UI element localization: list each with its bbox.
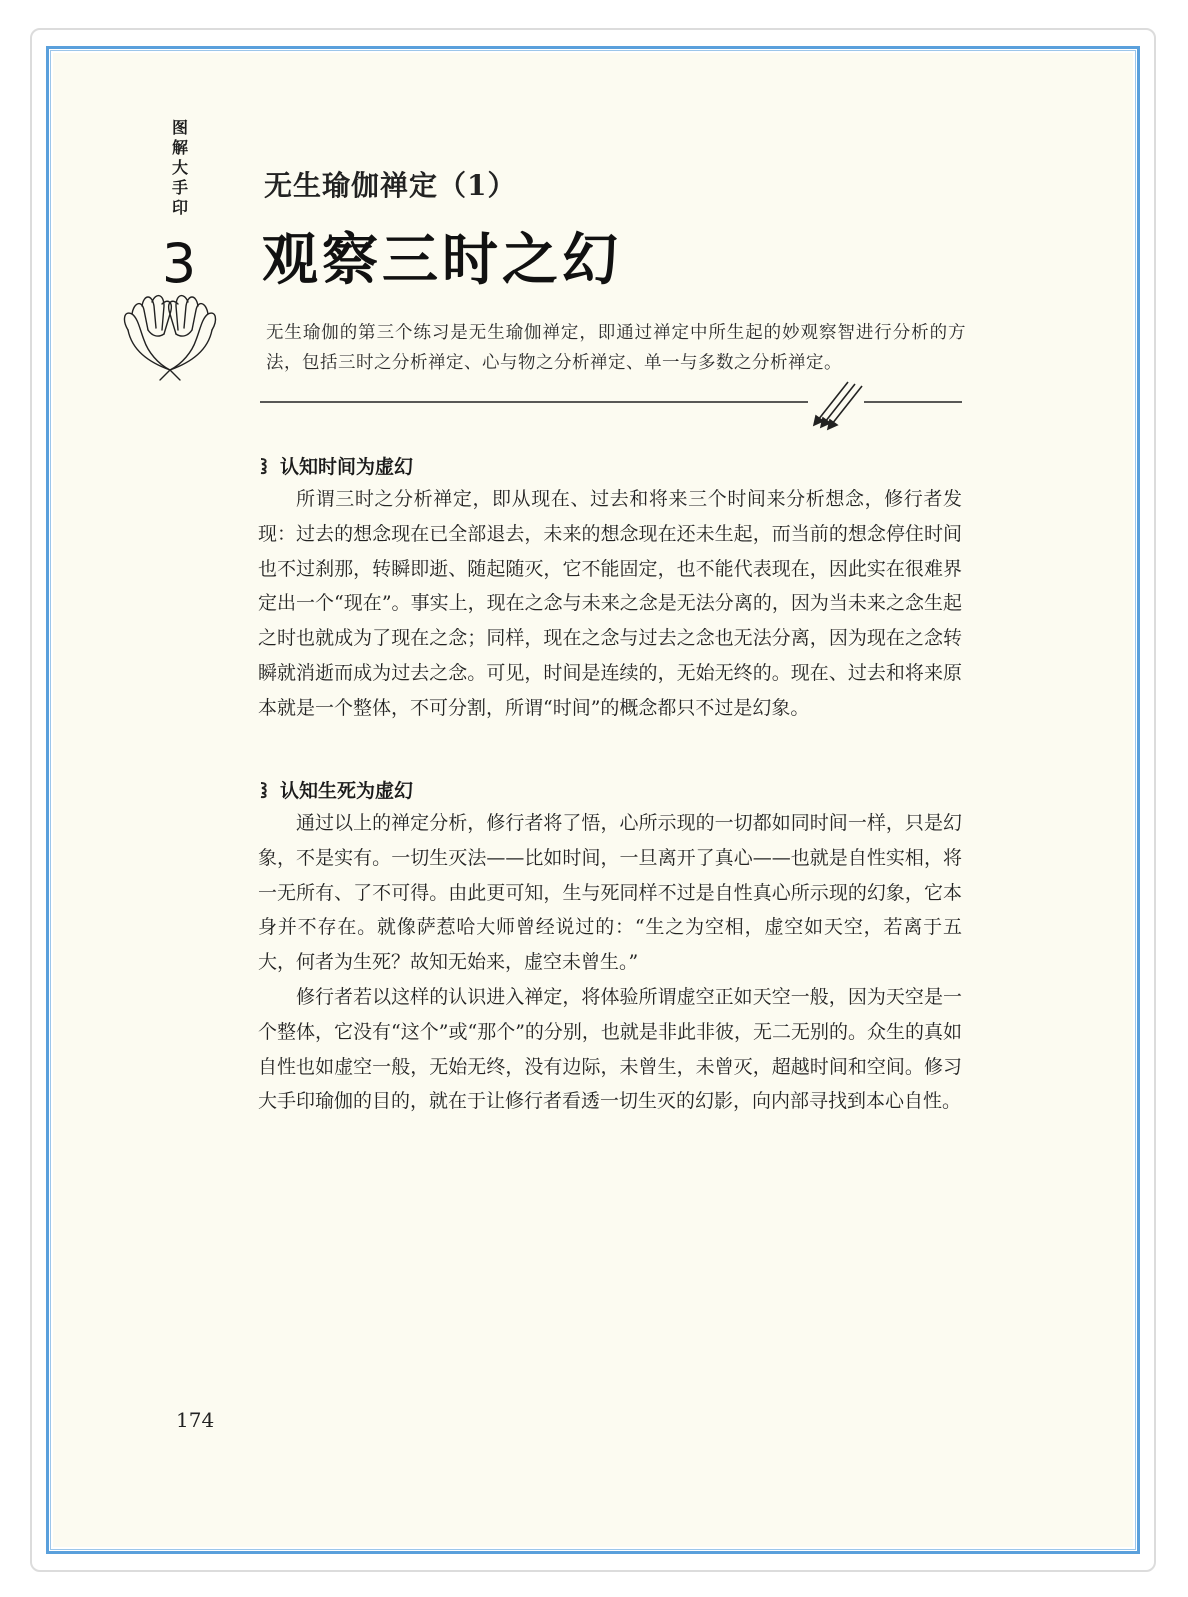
section-heading-label: 认知时间为虚幻	[280, 456, 414, 478]
section-heading-label: 认知生死为虚幻	[280, 780, 414, 802]
scroll-bullet-icon	[258, 781, 270, 799]
paragraph: 通过以上的禅定分析，修行者将了悟，心所示现的一切都如同时间一样，只是幻象，不是实有。一切生灭法——比如时间，一旦离开了真心——也就是自性实相，将一无所有、了不可得。由此更可知，生与死同样不过是自性真心所示现的幻象，它本身并不存在。就像萨惹哈大师曾经说过的：“生之为空相，虚空如天空，若离于五大，何者为生死？故知无始来，虚空未曾生。”	[258, 812, 962, 974]
series-label: 图解大手印	[171, 118, 188, 217]
praying-hands-icon	[118, 290, 222, 382]
paragraph: 修行者若以这样的认识进入禅定，将体验所谓虚空正如天空一般，因为天空是一个整体，它没有“这个”或“那个”的分别，也就是非此非彼，无二无别的。众生的真如自性也如虚空一般，无始无终，没有边际，未曾生，未曾灭，超越时间和空间。修习大手印瑜伽的目的，就在于让修行者看透一切生灭的幻影，向内部寻找到本心自性。	[258, 985, 962, 1113]
page-title: 观察三时之幻	[262, 227, 622, 293]
section-heading-time	[258, 452, 413, 479]
section-body-life-death	[258, 806, 962, 1119]
divider-arrows	[258, 372, 964, 432]
scroll-bullet-icon	[258, 457, 270, 475]
section-body-time	[258, 482, 962, 726]
section-heading-life-death	[258, 776, 413, 803]
section-subtitle: 无生瑜伽禅定（1）	[264, 169, 517, 202]
intro-paragraph: 无生瑜伽的第三个练习是无生瑜伽禅定，即通过禅定中所生起的妙观察智进行分析的方法，包括三时之分析禅定、心与物之分析禅定、单一与多数之分析禅定。	[266, 323, 966, 373]
page-number: 174	[176, 1408, 215, 1432]
paragraph: 所谓三时之分析禅定，即从现在、过去和将来三个时间来分析想念，修行者发现：过去的想念现在已全部退去，未来的想念现在还未生起，而当前的想念停住时间也不过刹那，转瞬即逝、随起随灭，它不能固定，也不能代表现在，因此实在很难界定出一个“现在”。事实上，现在之念与未来之念是无法分离的，因为当未来之念生起之时也就成为了现在之念；同样，现在之念与过去之念也无法分离，因为现在之念转瞬就消逝而成为过去之念。可见，时间是连续的，无始无终的。现在、过去和将来原本就是一个整体，不可分割，所谓“时间”的概念都只不过是幻象。	[258, 488, 962, 719]
chapter-number: 3	[161, 232, 197, 295]
